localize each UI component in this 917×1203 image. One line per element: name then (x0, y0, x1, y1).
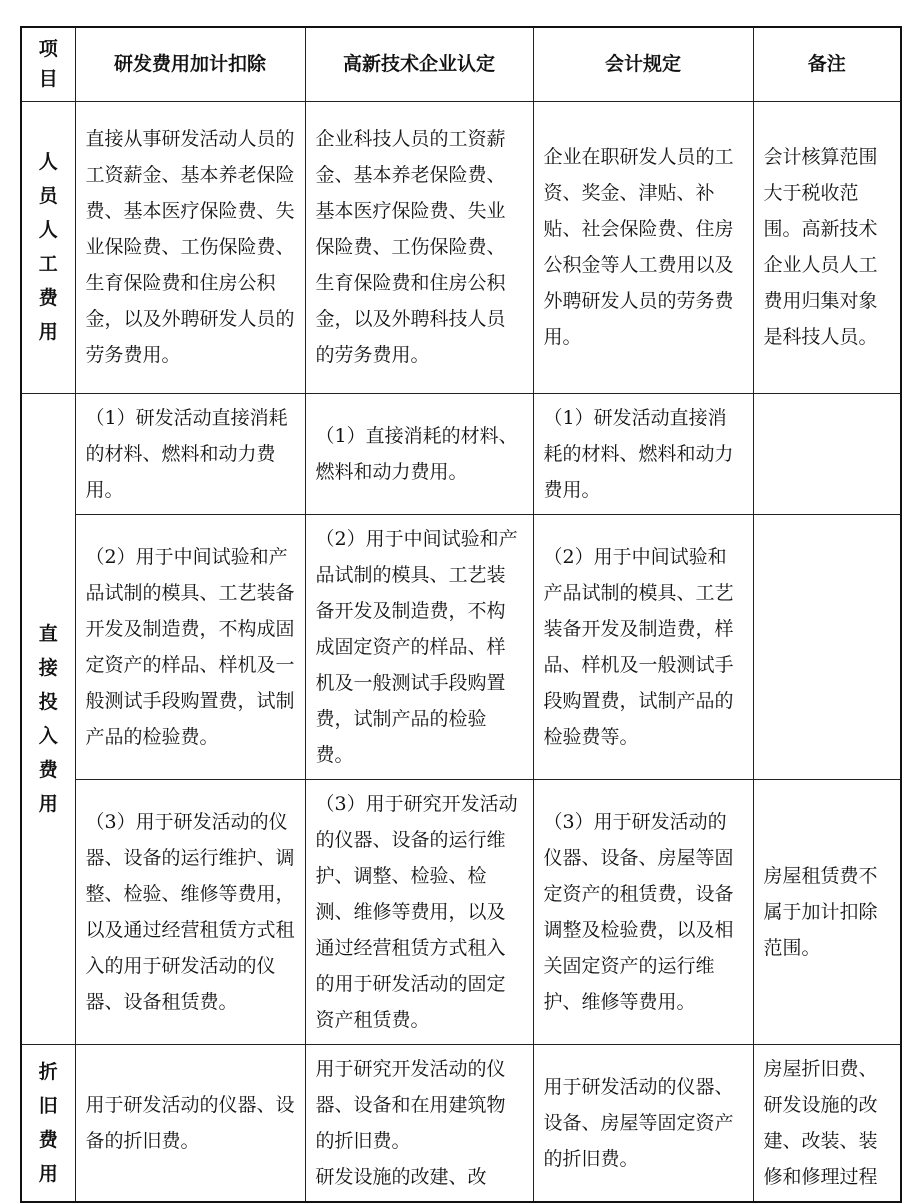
cell-text: （3）用于研发活动的仪器、设备的运行维护、调整、检验、维修等费用，以及通过经营租赁方式租入的用于研发活动的仪器、设备租赁费。 (75, 779, 305, 1044)
category-depreciation: 折 旧 费 用 (21, 1044, 75, 1202)
cell-text: （3）用于研发活动的仪器、设备、房屋等固定资产的租赁费，设备调整及检验费，以及相关固定资产的运行维护、维修等费用。 (533, 779, 753, 1044)
cell-text: 房屋租赁费不属于加计扣除范围。 (753, 779, 901, 1044)
header-accounting: 会计规定 (533, 27, 753, 101)
header-item: 项 目 (21, 27, 75, 101)
cell-text: 企业在职研发人员的工资、奖金、津贴、补贴、社会保险费、住房公积金等人工费用以及外聘研发人员的劳务费用。 (533, 101, 753, 393)
cell-text (753, 393, 901, 514)
category-personnel: 人 员 人 工 费 用 (21, 101, 75, 393)
cell-text: 直接从事研发活动人员的工资薪金、基本养老保险费、基本医疗保险费、失业保险费、工伤保险费、生育保险费和住房公积金，以及外聘研发人员的劳务费用。 (75, 101, 305, 393)
expense-comparison-table (20, 26, 902, 1203)
cell-text: （3）用于研究开发活动的仪器、设备的运行维护、调整、检验、检测、维修等费用，以及通过经营租赁方式租入的用于研发活动的固定资产租赁费。 (305, 779, 533, 1044)
cell-text (305, 1044, 533, 1202)
cell-text: 房屋折旧费、研发设施的改建、改装、装修和修理过程 (753, 1044, 901, 1202)
cell-text: （2）用于中间试验和产品试制的模具、工艺装备开发及制造费，样品、样机及一般测试手段购置费，试制产品的检验费等。 (533, 514, 753, 779)
table-row (21, 393, 901, 514)
cell-text: （1）研发活动直接消耗的材料、燃料和动力费用。 (533, 393, 753, 514)
table-row (21, 779, 901, 1044)
cell-text: 会计核算范围大于税收范围。高新技术企业人员人工费用归集对象是科技人员。 (753, 101, 901, 393)
cell-text: 用于研发活动的仪器、设备、房屋等固定资产的折旧费。 (533, 1044, 753, 1202)
cell-text (753, 514, 901, 779)
header-rd-deduction: 研发费用加计扣除 (75, 27, 305, 101)
cell-text: （1）研发活动直接消耗的材料、燃料和动力费用。 (75, 393, 305, 514)
cell-text: 用于研发活动的仪器、设备的折旧费。 (75, 1044, 305, 1202)
header-remarks: 备注 (753, 27, 901, 101)
table-row (21, 514, 901, 779)
cell-text: 企业科技人员的工资薪金、基本养老保险费、基本医疗保险费、失业保险费、工伤保险费、生育保险费和住房公积金，以及外聘科技人员的劳务费用。 (305, 101, 533, 393)
table-row (21, 1044, 901, 1202)
cell-text-part: 用于研究开发活动的仪器、设备和在用建筑物的折旧费。 (315, 1057, 506, 1152)
header-row (21, 27, 901, 101)
cell-text: （1）直接消耗的材料、燃料和动力费用。 (305, 393, 533, 514)
header-high-tech: 高新技术企业认定 (305, 27, 533, 101)
cell-text: （2）用于中间试验和产品试制的模具、工艺装备开发及制造费，不构成固定资产的样品、样机及一般测试手段购置费，试制产品的检验费。 (75, 514, 305, 779)
table-row (21, 101, 901, 393)
category-direct-input: 直 接 投 入 费 用 (21, 393, 75, 1044)
cell-text-part: 研发设施的改建、改 (315, 1165, 487, 1188)
cell-text: （2）用于中间试验和产品试制的模具、工艺装备开发及制造费，不构成固定资产的样品、样机及一般测试手段购置费，试制产品的检验费。 (305, 514, 533, 779)
